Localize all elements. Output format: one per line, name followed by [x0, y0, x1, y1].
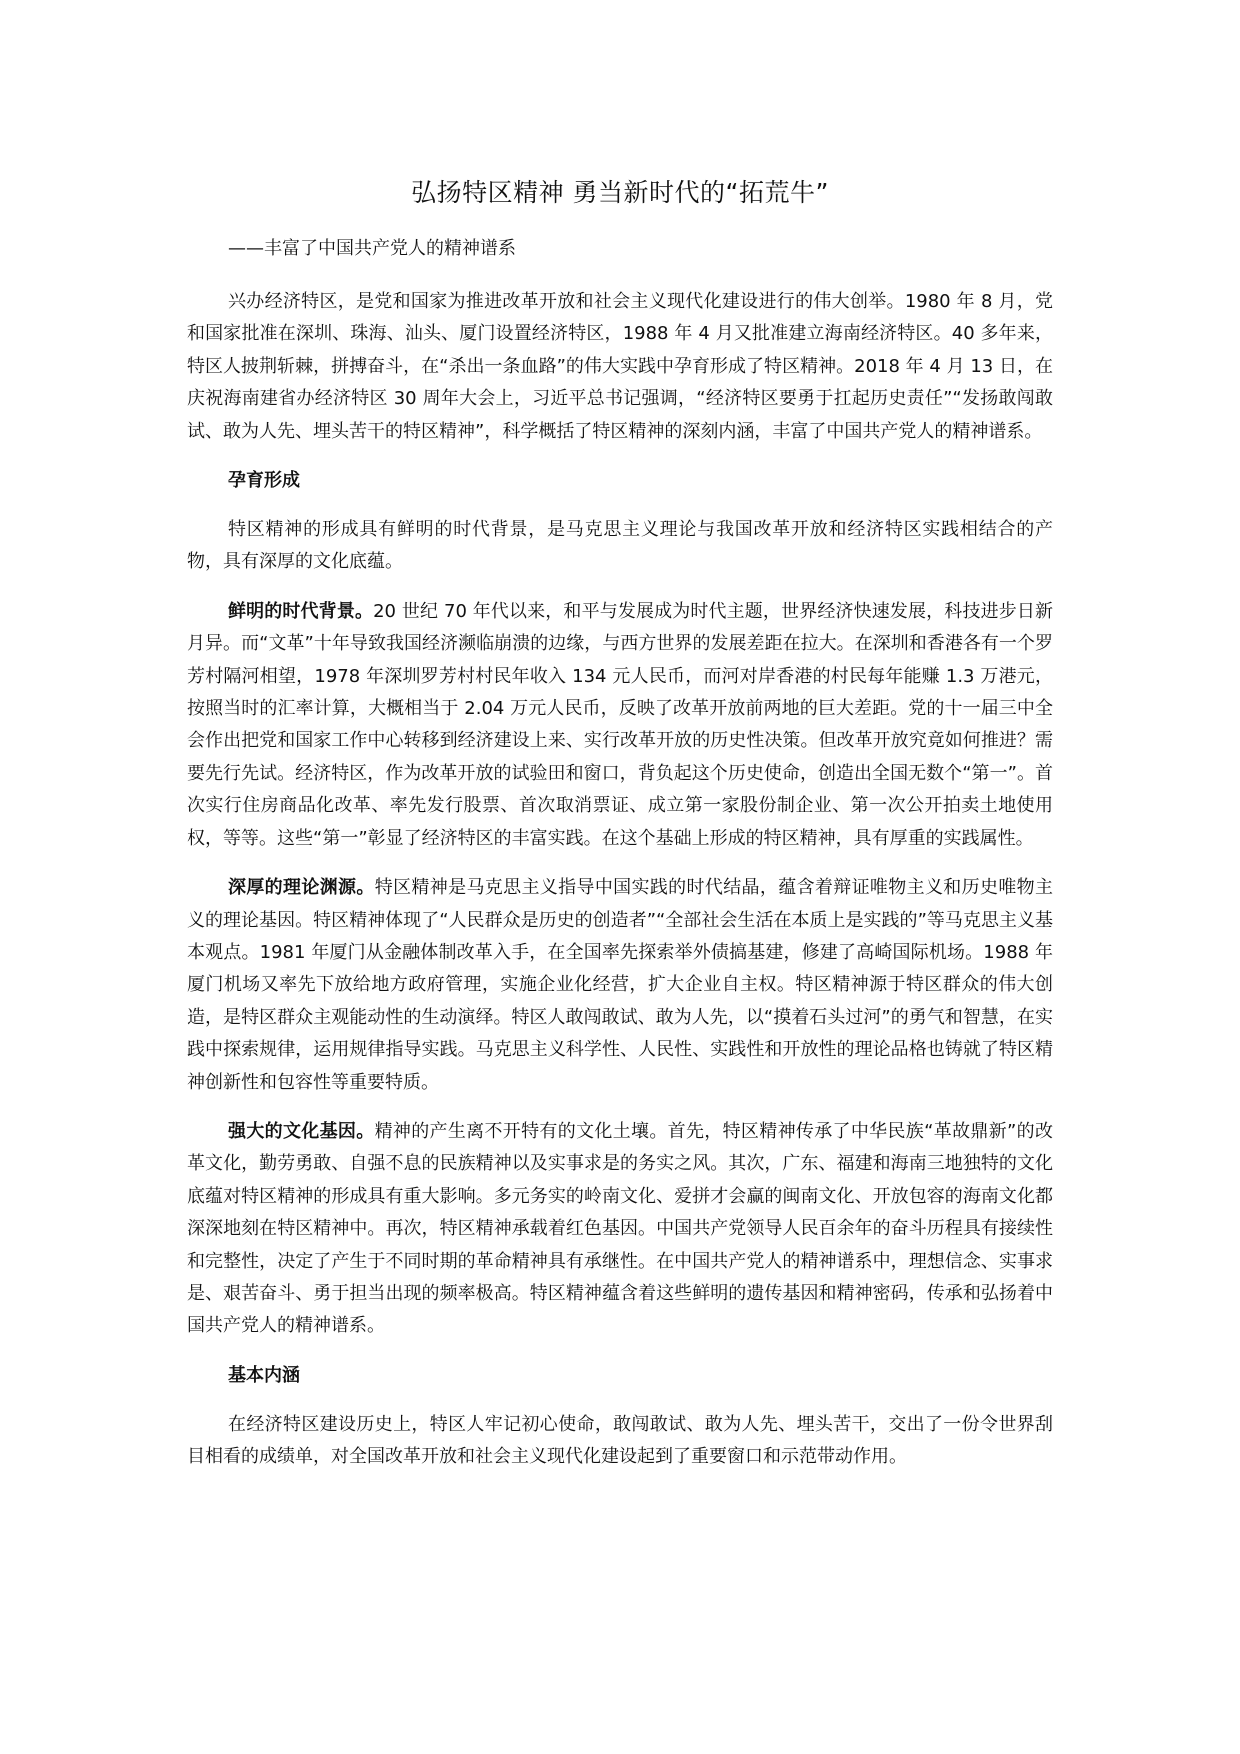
document-page [187, 176, 1053, 1491]
paragraph-label: 鲜明的时代背景。 [228, 600, 374, 622]
intro-paragraph: 兴办经济特区，是党和国家为推进改革开放和社会主义现代化建设进行的伟大创举。1980 年 8 月，党和国家批准在深圳、珠海、汕头、厦门设置经济特区，1988 年 4 月又批准建立海南经济特区。40 多年来，特区人披荆斩棘，拼搏奋斗，在“杀出一条血路”的伟大实践中孕育形成了特区精神。2018 年 4 月 13 日，在庆祝海南建省办经济特区 30 周年大会上，习近平总书记强调，“经济特区要勇于扛起历史责任”“发扬敢闯敢试、敢为人先、埋头苦干的特区精神”，科学概括了特区精神的深刻内涵，丰富了中国共产党人的精神谱系。 [187, 291, 1053, 442]
section-heading-origin: 孕育形成 [228, 470, 300, 492]
document-title: 弘扬特区精神 勇当新时代的“拓荒牛” [411, 178, 829, 207]
paragraph-culture-gene [187, 1116, 1053, 1343]
section-lead-connotation: 在经济特区建设历史上，特区人牢记初心使命，敢闯敢试、敢为人先、埋头苦干，交出了一份令世界刮目相看的成绩单，对全国改革开放和社会主义现代化建设起到了重要窗口和示范带动作用。 [187, 1413, 1053, 1468]
paragraph-theory-origin [187, 872, 1053, 1099]
paragraph-body: 特区精神是马克思主义指导中国实践的时代结晶，蕴含着辩证唯物主义和历史唯物主义的理论基因。特区精神体现了“人民群众是历史的创造者”“全部社会生活在本质上是实践的”等马克思主义基本观点。1981 年厦门从金融体制改革入手，在全国率先探索举外债搞基建，修建了高崎国际机场。1988 年厦门机场又率先下放给地方政府管理，实施企业化经营，扩大企业自主权。特区精神源于特区群众的伟大创造，是特区群众主观能动性的生动演绎。特区人敢闯敢试、敢为人先，以“摸着石头过河”的勇气和智慧，在实践中探索规律，运用规律指导实践。马克思主义科学性、人民性、实践性和开放性的理论品格也铸就了特区精神创新性和包容性等重要特质。 [187, 877, 1054, 1093]
paragraph-label: 深厚的理论渊源。 [228, 877, 375, 899]
paragraph-body: 精神的产生离不开特有的文化土壤。首先，特区精神传承了中华民族“革故鼎新”的改革文化，勤劳勇敢、自强不息的民族精神以及实事求是的务实之风。其次，广东、福建和海南三地独特的文化底蕴对特区精神的形成具有重大影响。多元务实的岭南文化、爱拼才会赢的闽南文化、开放包容的海南文化都深深地刻在特区精神中。再次，特区精神承载着红色基因。中国共产党领导人民百余年的奋斗历程具有接续性和完整性，决定了产生于不同时期的革命精神具有承继性。在中国共产党人的精神谱系中，理想信念、实事求是、艰苦奋斗、勇于担当出现的频率极高。特区精神蕴含着这些鲜明的遗传基因和精神密码，传承和弘扬着中国共产党人的精神谱系。 [187, 1120, 1054, 1337]
document-subtitle: ——丰富了中国共产党人的精神谱系 [228, 238, 516, 259]
paragraph-era-background [187, 596, 1053, 855]
section-heading-connotation: 基本内涵 [228, 1364, 300, 1386]
paragraph-label: 强大的文化基因。 [228, 1120, 375, 1142]
section-lead-origin: 特区精神的形成具有鲜明的时代背景，是马克思主义理论与我国改革开放和经济特区实践相结合的产物，具有深厚的文化底蕴。 [187, 519, 1053, 573]
paragraph-body: 20 世纪 70 年代以来，和平与发展成为时代主题，世界经济快速发展，科技进步日新月异。而“文革”十年导致我国经济濒临崩溃的边缘，与西方世界的发展差距在拉大。在深圳和香港各有一个罗芳村隔河相望，1978 年深圳罗芳村村民年收入 134 元人民币，而河对岸香港的村民每年能赚 1.3 万港元，按照当时的汇率计算，大概相当于 2.04 万元人民币，反映了改革开放前两地的巨大差距。党的十一届三中全会作出把党和国家工作中心转移到经济建设上来、实行改革开放的历史性决策。但改革开放究竟如何推进？需要先行先试。经济特区，作为改革开放的试验田和窗口，背负起这个历史使命，创造出全国无数个“第一”。首次实行住房商品化改革、率先发行股票、首次取消票证、成立第一家股份制企业、第一次公开拍卖土地使用权，等等。这些“第一”彰显了经济特区的丰富实践。在这个基础上形成的特区精神，具有厚重的实践属性。 [187, 600, 1053, 849]
